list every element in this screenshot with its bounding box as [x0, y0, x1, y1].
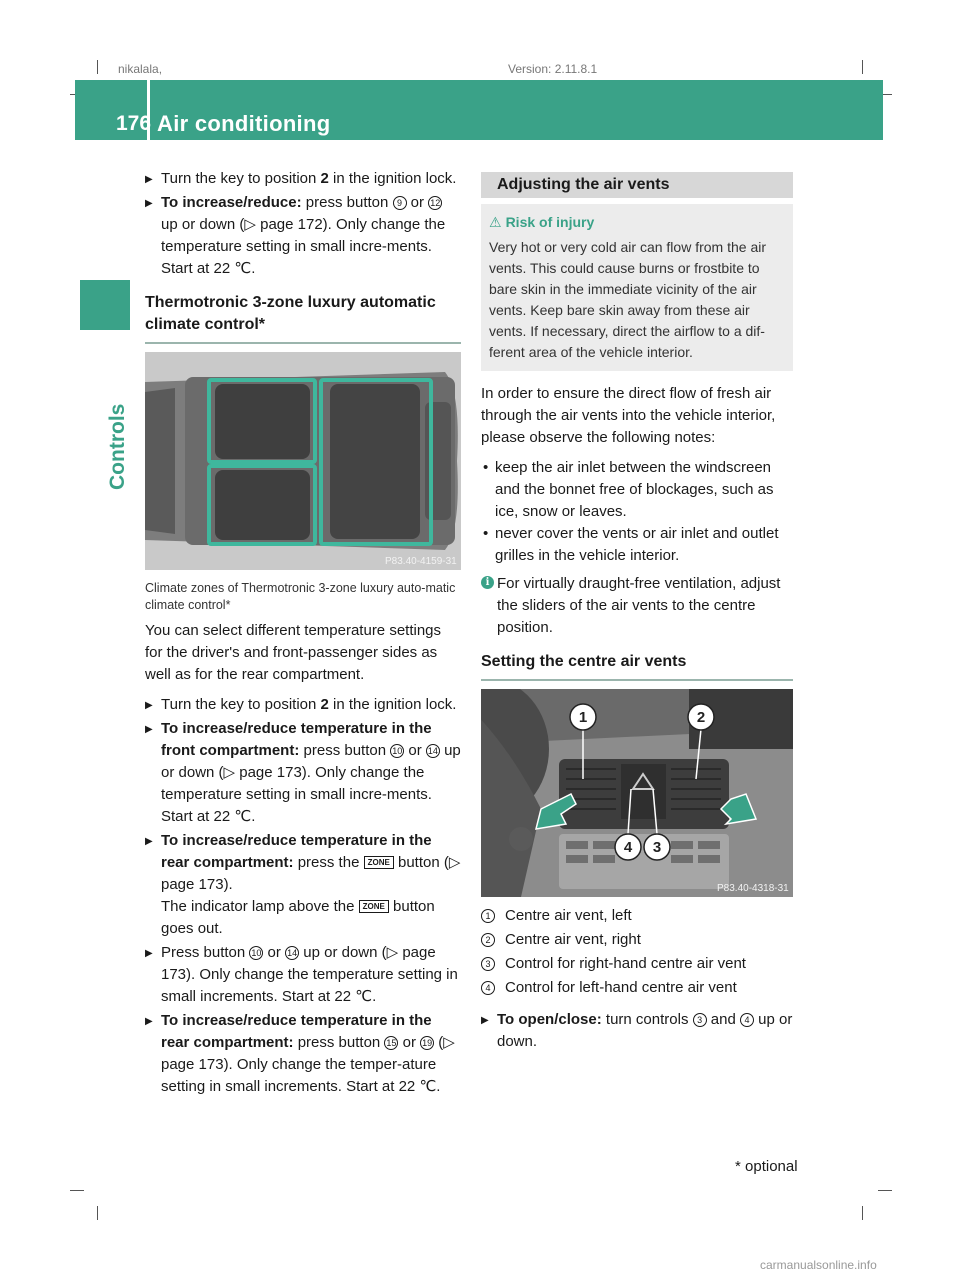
- step-arrow-icon: ▶: [145, 836, 153, 847]
- photo-callout: 3: [652, 839, 662, 856]
- step-arrow-icon: ▶: [145, 1016, 153, 1027]
- page-ref-icon: ▷: [223, 764, 236, 781]
- legend-list: [481, 905, 793, 999]
- callout-number: 10: [392, 746, 403, 756]
- zone-button-icon: ZONE: [364, 856, 394, 869]
- photo-callout: 2: [696, 709, 706, 726]
- right-column: [481, 168, 793, 1055]
- legend-item: 1 Centre air vent, left: [481, 905, 793, 927]
- section-heading-thermotronic: Thermotronic 3-zone luxury automatic climate control*: [145, 292, 461, 344]
- info-icon: i: [481, 576, 494, 589]
- legend-item: 3 Control for right-hand centre air vent: [481, 953, 793, 975]
- step-increase-reduce: ▶ To increase/reduce: press button 9 or 12 up or down (▷ page 172). Only change the temperature setting in small incre-ments. Start at 22 ℃.: [145, 194, 446, 277]
- figure-code: P83.40-4159-31: [385, 556, 457, 567]
- warning-text: Very hot or very cold air can flow from the air vents. This could cause burns or frostbite to bare skin in the immediate vicinity of the air vents. Keep bare skin away from these air vents. If necessary, direct the airflow to a dif-ferent area of the vehicle interior.: [489, 239, 766, 360]
- warning-box: [481, 204, 793, 371]
- crop-mark: [862, 60, 863, 74]
- step-arrow-icon: ▶: [145, 948, 153, 959]
- callout-number: 10: [251, 948, 262, 958]
- step-front-compartment: ▶ To increase/reduce temperature in the front compartment: press button 10 or 14 up or down (▷ page 173). Only change the temperature setting in small incre-ments. Start at 22 ℃.: [145, 720, 461, 825]
- crop-mark: [97, 1206, 98, 1220]
- callout-number: 4: [481, 981, 495, 995]
- page-ref-icon: ▷: [448, 854, 461, 871]
- step-arrow-icon: ▶: [145, 700, 153, 711]
- step-open-close: ▶ To open/close: turn controls 3 and 4 up or down.: [481, 1011, 793, 1050]
- callout-number: 3: [481, 957, 495, 971]
- bullet-icon: •: [483, 459, 489, 476]
- callout-number: 1: [481, 909, 495, 923]
- page-ref-icon: ▷: [244, 216, 256, 233]
- legend-item: 2 Centre air vent, right: [481, 929, 793, 951]
- callout-number: 2: [481, 933, 495, 947]
- section-heading-air-vents: Adjusting the air vents: [481, 172, 793, 198]
- dashboard-vents-icon: [481, 689, 793, 897]
- crop-mark: [878, 1190, 892, 1191]
- step-arrow-icon: ▶: [145, 198, 153, 209]
- callout-number: 19: [422, 1038, 433, 1048]
- callout-number: 9: [393, 196, 407, 210]
- photo-code: P83.40-4318-31: [717, 883, 789, 894]
- callout-number: 15: [386, 1038, 397, 1048]
- warning-triangle-icon: ⚠: [489, 214, 502, 230]
- print-meta-right: Version: 2.11.8.1: [508, 62, 598, 76]
- crop-mark: [97, 60, 98, 74]
- callout-number: 3: [693, 1013, 707, 1027]
- crop-mark: [70, 1190, 84, 1191]
- photo-callout: 1: [578, 709, 588, 726]
- paragraph-fresh-air: In order to ensure the direct flow of fresh air through the air vents into the vehicle interior, please observe the following notes:: [481, 385, 776, 446]
- side-label: [106, 340, 146, 490]
- callout-number: 14: [427, 746, 438, 756]
- step-turn-key: ▶ Turn the key to position 2 in the ignition lock.: [145, 168, 461, 190]
- photo-callout: 4: [623, 839, 633, 856]
- print-meta-left: nikalala,: [118, 62, 163, 76]
- page-title: Air conditioning: [157, 111, 331, 136]
- side-label-text: Controls: [106, 403, 129, 490]
- callout-number: 12: [430, 198, 441, 208]
- page-ref-icon: ▷: [443, 1034, 455, 1051]
- step-turn-key-2: ▶ Turn the key to position 2 in the ignition lock.: [145, 694, 461, 716]
- left-column: [145, 168, 461, 1100]
- page-ref-icon: ▷: [386, 944, 399, 961]
- bullet-icon: •: [483, 525, 489, 542]
- car-top-view-icon: [145, 352, 461, 570]
- zone-button-icon: ZONE: [359, 900, 389, 913]
- warning-title: Risk of injury: [505, 214, 595, 230]
- bullet-item: • never cover the vents or air inlet and outlet grilles in the vehicle interior.: [483, 525, 779, 564]
- site-watermark: carmanualsonline.info: [760, 1258, 877, 1272]
- step-arrow-icon: ▶: [481, 1015, 489, 1026]
- callout-number: 4: [740, 1013, 754, 1027]
- page-number: 176: [116, 112, 152, 135]
- section-heading-centre-vents: Setting the centre air vents: [481, 651, 793, 681]
- legend-item: 4 Control for left-hand centre air vent: [481, 977, 793, 999]
- figure-caption: Climate zones of Thermotronic 3-zone luxury auto-matic climate control*: [145, 581, 456, 612]
- climate-zones-figure: [145, 352, 461, 570]
- step-arrow-icon: ▶: [145, 174, 153, 185]
- side-tab: [80, 280, 130, 330]
- callout-number: 14: [287, 948, 298, 958]
- centre-vents-photo: [481, 689, 793, 897]
- step-arrow-icon: ▶: [145, 724, 153, 735]
- bullet-item: • keep the air inlet between the windscreen and the bonnet free of blockages, such as ice, snow or leaves.: [483, 459, 774, 520]
- step-rear-compartment-zone: ▶ To increase/reduce temperature in the rear compartment: press the ZONE button (▷ page 173). The indicator lamp above the ZONE button goes out.: [145, 832, 461, 937]
- paragraph-zones: You can select different temperature settings for the driver's and front-passenger sides as well as for the rear compartment.: [145, 622, 442, 683]
- step-press-button: ▶ Press button 10 or 14 up or down (▷ page 173). Only change the temperature setting in small increments. Start at 22 ℃.: [145, 944, 458, 1005]
- crop-mark: [862, 1206, 863, 1220]
- info-note: i For virtually draught-free ventilation, adjust the sliders of the air vents to the centre position.: [481, 573, 793, 639]
- footer-optional-note: * optional: [735, 1158, 798, 1175]
- step-rear-compartment-buttons: ▶ To increase/reduce temperature in the rear compartment: press button 15 or 19 (▷ page 173). Only change the temper-ature setting in small increments. Start at 22 ℃.: [145, 1012, 455, 1095]
